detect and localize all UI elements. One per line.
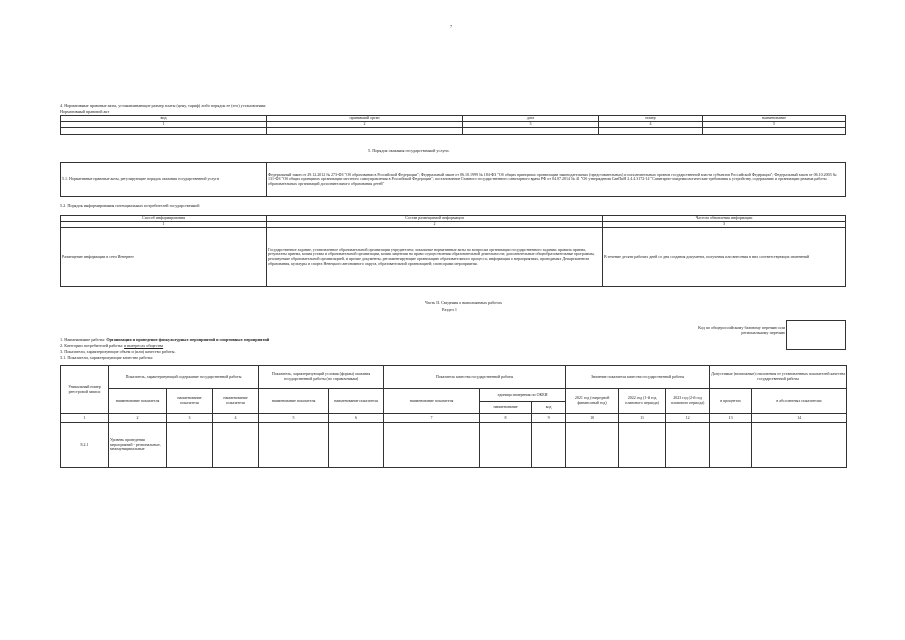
col-num: 5 bbox=[259, 414, 329, 423]
col-num: 3 bbox=[463, 122, 599, 128]
col-num: 2 bbox=[109, 414, 167, 423]
col-num: 14 bbox=[752, 414, 847, 423]
header-okei-name: наименование bbox=[480, 402, 532, 414]
col-num: 4 bbox=[599, 122, 703, 128]
code-box bbox=[786, 320, 846, 350]
informing-method: Размещение информации в сети Интернет bbox=[61, 228, 267, 287]
header-okei-code: код bbox=[532, 402, 566, 414]
section-4-subheading: Нормативный правовой акт bbox=[60, 109, 110, 114]
informing-table bbox=[60, 215, 846, 287]
header-sub-indicator: наименование показателя bbox=[167, 389, 213, 414]
indicators-line: 3. Показатели, характеризующие объем и (или) качество работы. bbox=[60, 349, 176, 354]
col-header-name: наименование bbox=[703, 116, 846, 122]
header-year-2023: 2023 год (2-й год планового периода) bbox=[666, 389, 710, 414]
col-num: 5 bbox=[703, 122, 846, 128]
col-header-number: номер bbox=[599, 116, 703, 122]
header-indicator-name: наименование показателя bbox=[384, 389, 480, 414]
col-num: 3 bbox=[167, 414, 213, 423]
col-num: 7 bbox=[384, 414, 480, 423]
part-2-section: Раздел 1 bbox=[442, 307, 457, 312]
col-header-type: вид bbox=[61, 116, 267, 122]
header-sub-indicator: наименование показателя bbox=[109, 389, 167, 414]
regulatory-acts-label: 5.1. Нормативные правовые акты, регулирующие порядок оказания государственной услуги bbox=[61, 163, 267, 197]
code-label: Код по общероссийскому базовому перечню или региональному перечню bbox=[698, 325, 785, 335]
legal-acts-table bbox=[60, 115, 846, 135]
quality-table bbox=[60, 365, 847, 468]
col-header-frequency: Частота обновления информации bbox=[603, 216, 846, 222]
col-num: 2 bbox=[267, 122, 463, 128]
header-absolute: в абсолютных показателях bbox=[752, 389, 847, 414]
col-num: 13 bbox=[710, 414, 752, 423]
col-num: 6 bbox=[329, 414, 384, 423]
header-unique-number: Уникальный номер реестровой записи bbox=[61, 366, 109, 414]
col-num: 1 bbox=[61, 222, 267, 228]
quality-indicators-line: 3.1. Показатели, характеризующие качество работы: bbox=[60, 355, 154, 360]
section-5-heading: 5. Порядок оказания государственной услуги. bbox=[368, 148, 450, 153]
header-percent: в процентах bbox=[710, 389, 752, 414]
header-year-2022: 2022 год (1-й год планового периода) bbox=[619, 389, 666, 414]
informing-frequency: В течение десяти рабочих дней со дня создания документа, получения или внесения в них соответствующих изменений bbox=[603, 228, 846, 287]
section-5-2-heading: 5.2. Порядок информирования потенциальных потребителей государственной bbox=[60, 203, 200, 208]
page-number: 7 bbox=[450, 24, 453, 29]
col-num: 8 bbox=[480, 414, 532, 423]
col-header-authority: принявший орган bbox=[267, 116, 463, 122]
work-name-line bbox=[60, 337, 269, 342]
row-id: 8.2.1 bbox=[61, 423, 109, 468]
regulatory-acts-table bbox=[60, 162, 846, 197]
header-sub-indicator: наименование показателя bbox=[329, 389, 384, 414]
header-quality-indicator: Показатель качества государственной работы bbox=[384, 366, 566, 389]
col-header-method: Способ информирования bbox=[61, 216, 267, 222]
header-okei: единица измерения по ОКЕИ bbox=[480, 389, 566, 402]
header-sub-indicator: наименование показателя bbox=[259, 389, 329, 414]
col-num: 11 bbox=[619, 414, 666, 423]
col-header-content: Состав размещаемой информации bbox=[267, 216, 603, 222]
header-content-indicator: Показатель, характеризующий содержание государственной работы bbox=[109, 366, 259, 389]
header-sub-indicator: наименование показателя bbox=[213, 389, 259, 414]
regulatory-acts-text: Федеральный закон от 29.12.2012 № 273-ФЗ "Об образовании в Российской Федерации"; Федеральный закон от 06.10.1999 № 184-ФЗ "Об общих принципах организации законодательных (представительных) и исполнительных органов государственной власти субъектов Российской Федерации"; Федеральный закон от 06.10.2003 № 131-ФЗ "Об общих принципах организации местного самоуправления в Российской Федерации"; постановление Главного государственного санитарного врача РФ от 04.07.2014 № 41 "Об утверждении СанПиН 2.4.4.3172-14 "Санитарно-эпидемиологические требования к устройству, содержанию и организации режима работы образовательных организаций дополнительного образования детей" bbox=[267, 163, 846, 197]
col-num: 9 bbox=[532, 414, 566, 423]
row-content: Уровень проведения мероприятий - региональные, межмуниципальные bbox=[109, 423, 167, 468]
header-conditions-indicator: Показатель, характеризующий условия (формы) оказания государственной работы (по справочникам) bbox=[259, 366, 384, 389]
consumers-value: в интересах общества bbox=[124, 343, 164, 348]
col-num: 1 bbox=[61, 414, 109, 423]
consumers-prefix: 2. Категории потребителей работы: bbox=[60, 343, 124, 348]
col-num: 10 bbox=[566, 414, 619, 423]
informing-content: Государственное задание, установленное образовательной организации учредителем; локальные нормативные акты по вопросам организации государственного задания; правила приема, результаты приема, копия устава и образовательной организации, копия лицензии на право осуществления образовательной деятельности; дополнительные общеобразовательные программы, реализуемые образовательной организацией, и прочие документы, регламентирующие организацию образовательного процесса; информация о мероприятиях, проводимых Департаментом образования, культуры и спорта Ненецкого автономного округа, образовательной организацией; спонсорами мероприятия. bbox=[267, 228, 603, 287]
header-deviations: Допустимые (возможные) отклонения от установленных показателей качества государственной работы bbox=[710, 366, 847, 389]
col-num: 2 bbox=[267, 222, 603, 228]
col-num: 3 bbox=[603, 222, 846, 228]
col-num: 1 bbox=[61, 122, 267, 128]
col-header-date: дата bbox=[463, 116, 599, 122]
part-2-title: Часть II. Сведения о выполняемых работах bbox=[425, 300, 502, 305]
work-name-value: Организация и проведение физкультурных мероприятий и спортивных мероприятий bbox=[106, 337, 270, 342]
header-year-2021: 2021 год (очередной финансовый год) bbox=[566, 389, 619, 414]
col-num: 4 bbox=[213, 414, 259, 423]
section-4-heading: 4. Нормативные правовые акты, устанавливающие размер платы (цену, тариф) либо порядок ее (его) установления: bbox=[60, 103, 267, 108]
work-name-prefix: 1. Наименование работы: bbox=[60, 337, 106, 342]
consumers-line bbox=[60, 343, 163, 348]
col-num: 12 bbox=[666, 414, 710, 423]
header-quality-values: Значение показателя качества государственной работы bbox=[566, 366, 710, 389]
